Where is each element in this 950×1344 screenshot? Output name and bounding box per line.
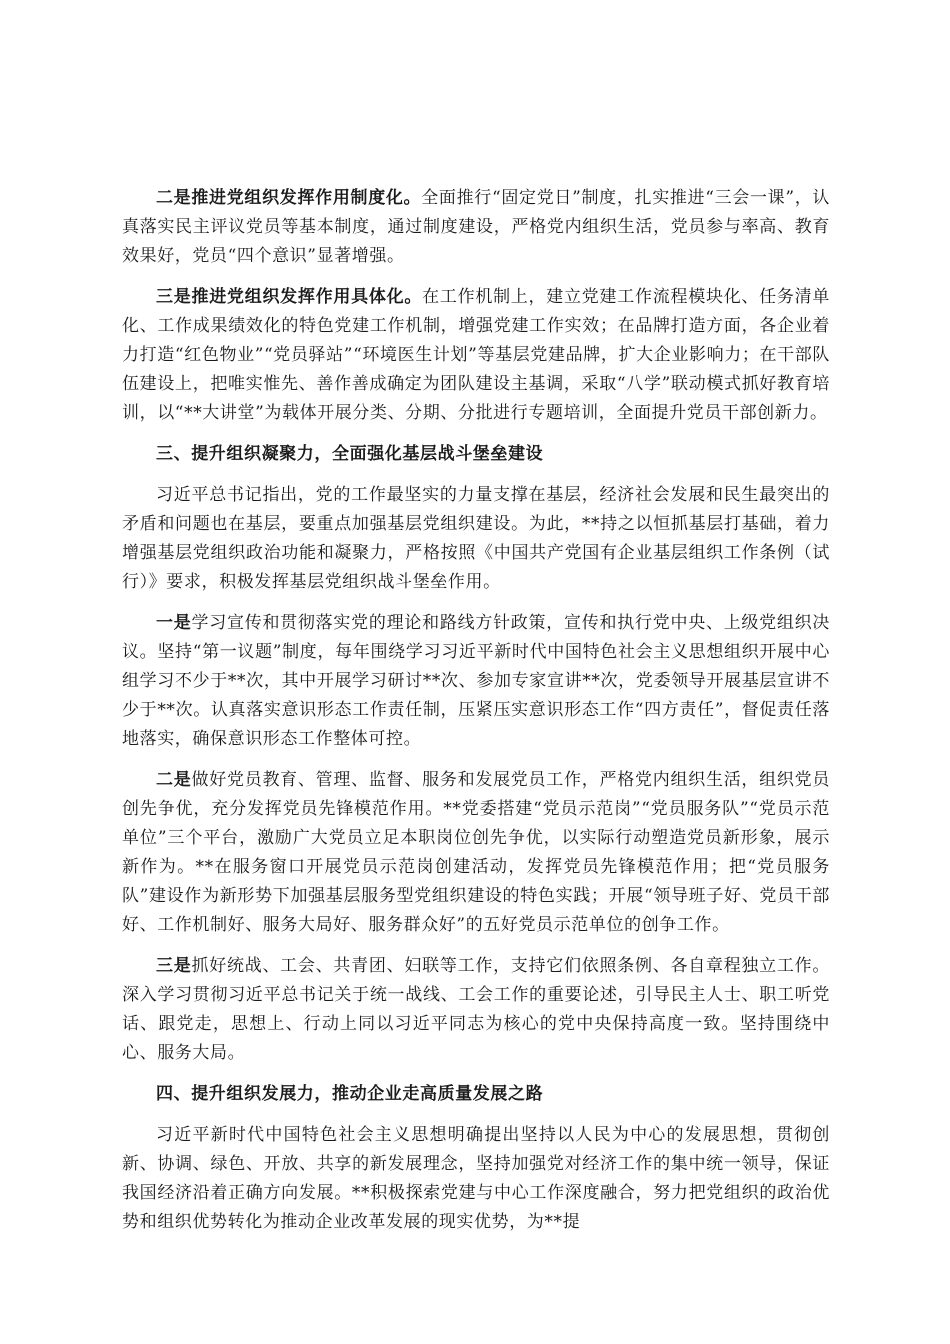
paragraph-concretization — [122, 283, 830, 428]
paragraph-text: 学习宣传和贯彻落实党的理论和路线方针政策，宣传和执行党中央、上级党组织决议。坚持“第一议题”制度，每年围绕学习习近平新时代中国特色社会主义思想组织开展中心组学习不少于**次，其中开展学习研讨**次、参加专家宣讲**次，党委领导开展基层宣讲不少于**次。认真落实意识形态工作责任制，压紧压实意识形态工作“四方责任”，督促责任落地落实，确保意识形态工作整体可控。 — [122, 613, 830, 749]
paragraph-text: 习近平总书记指出，党的工作最坚实的力量支撑在基层，经济社会发展和民生最突出的矛盾和问题也在基层，要重点加强基层党组织建设。为此，**持之以恒抓基层打基础，着力增强基层党组织政治功能和凝聚力，严格按照《中国共产党国有企业基层组织工作条例（试行）》要求，积极发挥基层党组织战斗堡垒作用。 — [122, 485, 830, 592]
paragraph-lead: 二是 — [156, 770, 192, 790]
paragraph-text: 抓好统战、工会、共青团、妇联等工作，支持它们依照条例、各自章程独立工作。深入学习贯彻习近平总书记关于统一战线、工会工作的重要论述，引导民主人士、职工听党话、跟党走，思想上、行动上同以习近平同志为核心的党中央保持高度一致。坚持围绕中心、服务大局。 — [122, 956, 830, 1063]
paragraph-item-three — [122, 952, 830, 1068]
paragraph-text: 习近平新时代中国特色社会主义思想明确提出坚持以人民为中心的发展思想，贯彻创新、协调、绿色、开放、共享的新发展理念，坚持加强党对经济工作的集中统一领导，保证我国经济沿着正确方向发展。**积极探索党建与中心工作深度融合，努力把党组织的政治优势和组织优势转化为推动企业改革发展的现实优势，为**提 — [122, 1125, 830, 1232]
section-heading-four: 四、提升组织发展力，推动企业走高质量发展之路 — [156, 1084, 544, 1104]
document-page — [122, 184, 830, 1249]
paragraph-item-one — [122, 609, 830, 754]
paragraph-institutionalization — [122, 184, 830, 271]
paragraph-lead: 三是 — [156, 956, 192, 976]
paragraph-text: 全面推行“固定党日”制度，扎实推进“三会一课”，认真落实民主评议党员等基本制度，通过制度建设，严格党内组织生活，党员参与率高、教育效果好，党员“四个意识”显著增强。 — [122, 188, 831, 266]
paragraph-development-intro — [122, 1121, 830, 1237]
paragraph-grassroots-intro — [122, 481, 830, 597]
paragraph-text: 做好党员教育、管理、监督、服务和发展党员工作，严格党内组织生活，组织党员创先争优，充分发挥党员先锋模范作用。**党委搭建“党员示范岗”“党员服务队”“党员示范单位”三个平台，激励广大党员立足本职岗位创先争优，以实际行动塑造党员新形象，展示新作为。**在服务窗口开展党员示范岗创建活动，发挥党员先锋模范作用；把“党员服务队”建设作为新形势下加强基层服务型党组织建设的特色实践；开展“领导班子好、党员干部好、工作机制好、服务大局好、服务群众好”的五好党员示范单位的创争工作。 — [122, 770, 830, 935]
paragraph-lead: 二是推进党组织发挥作用制度化。 — [156, 188, 422, 208]
section-heading-three: 三、提升组织凝聚力，全面强化基层战斗堡垒建设 — [156, 444, 544, 464]
paragraph-item-two — [122, 766, 830, 940]
paragraph-lead: 三是推进党组织发挥作用具体化。 — [156, 287, 423, 307]
paragraph-lead: 一是 — [156, 613, 192, 633]
paragraph-text: 在工作机制上，建立党建工作流程模块化、任务清单化、工作成果绩效化的特色党建工作机制，增强党建工作实效；在品牌打造方面，各企业着力打造“红色物业”“党员驿站”“环境医生计划”等基层党建品牌，扩大企业影响力；在干部队伍建设上，把唯实惟先、善作善成确定为团队建设主基调，采取“八学”联动模式抓好教育培训，以“**大讲堂”为载体开展分类、分期、分批进行专题培训，全面提升党员干部创新力。 — [122, 287, 830, 423]
